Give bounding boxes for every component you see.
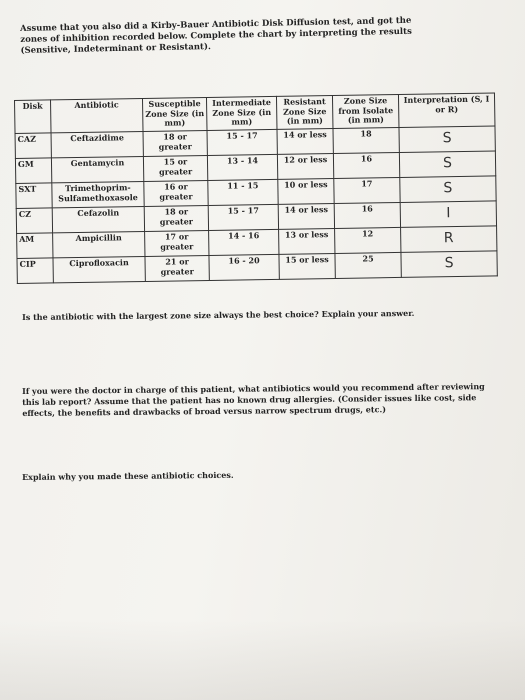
header-antibiotic: Antibiotic xyxy=(51,98,144,132)
cell-intermediate: 15 - 17 xyxy=(208,204,278,230)
cell-disk: GM xyxy=(15,158,51,184)
cell-susceptible: 21 or greater xyxy=(145,255,209,281)
cell-antibiotic: Trimethoprim-Sulfamethoxasole xyxy=(52,181,144,207)
cell-isolate: 12 xyxy=(335,227,401,253)
cell-isolate: 18 xyxy=(333,127,399,153)
cell-disk: CAZ xyxy=(15,133,51,159)
cell-intermediate: 15 - 17 xyxy=(207,129,277,155)
handwritten-interpretation[interactable]: S xyxy=(400,176,496,203)
cell-susceptible: 15 or greater xyxy=(143,155,207,181)
handwritten-interpretation[interactable]: S xyxy=(401,251,497,278)
cell-susceptible: 16 or greater xyxy=(144,180,208,206)
question-3: Explain why you made these antibiotic choices. xyxy=(22,469,234,482)
cell-antibiotic: Gentamycin xyxy=(51,156,143,182)
cell-disk: AM xyxy=(17,233,53,259)
cell-antibiotic: Ceftazidime xyxy=(51,131,143,157)
cell-intermediate: 13 - 14 xyxy=(207,154,277,180)
cell-disk: CZ xyxy=(16,208,52,234)
cell-susceptible: 17 or greater xyxy=(145,230,209,256)
cell-disk: SXT xyxy=(16,183,52,209)
header-isolate: Zone Size from Isolate (in mm) xyxy=(332,94,399,128)
header-resistant: Resistant Zone Size (in mm) xyxy=(276,95,333,129)
handwritten-interpretation[interactable]: S xyxy=(399,126,495,153)
header-disk: Disk xyxy=(15,100,52,134)
cell-isolate: 16 xyxy=(334,202,400,228)
cell-disk: CIP xyxy=(17,258,53,284)
header-susceptible: Susceptible Zone Size (in mm) xyxy=(142,97,207,131)
cell-susceptible: 18 or greater xyxy=(143,130,207,156)
results-table xyxy=(14,92,498,284)
question-1: Is the antibiotic with the largest zone size always the best choice? Explain your answer. xyxy=(22,307,415,322)
handwritten-interpretation[interactable]: R xyxy=(401,226,497,253)
cell-resistant: 14 or less xyxy=(278,203,334,229)
cell-susceptible: 18 or greater xyxy=(144,205,208,231)
question-2: If you were the doctor in charge of this patient, what antibiotics would you recommend after reviewing this lab report? Assume that the patient has no known drug allergies. (Consider issues like cost, side effects, the benefits and drawbacks of broad versus narrow spectrum drugs, etc.) xyxy=(22,381,485,418)
header-intermediate: Intermediate Zone Size (in mm) xyxy=(206,96,277,130)
cell-antibiotic: Ampicillin xyxy=(53,231,145,257)
cell-isolate: 25 xyxy=(335,252,401,278)
instructions-text: Assume that you also did a Kirby-Bauer Antibiotic Disk Diffusion test, and got the zones of inhibition recorded below. Complete the chart by interpreting the results (Sensitive, Indeterminant or Resistant). xyxy=(20,15,412,56)
cell-resistant: 14 or less xyxy=(277,128,333,154)
cell-intermediate: 11 - 15 xyxy=(208,179,278,205)
cell-resistant: 12 or less xyxy=(277,153,333,179)
header-interpretation: Interpretation (S, I or R) xyxy=(398,93,495,128)
cell-antibiotic: Ciprofloxacin xyxy=(53,256,145,282)
cell-resistant: 13 or less xyxy=(279,228,335,254)
cell-intermediate: 16 - 20 xyxy=(209,254,279,280)
cell-resistant: 10 or less xyxy=(278,178,334,204)
handwritten-interpretation[interactable]: I xyxy=(400,201,496,228)
results-table-wrapper xyxy=(14,92,497,284)
handwritten-interpretation[interactable]: S xyxy=(399,151,495,178)
cell-isolate: 17 xyxy=(334,177,400,203)
cell-antibiotic: Cefazolin xyxy=(52,206,144,232)
cell-resistant: 15 or less xyxy=(279,253,335,279)
cell-intermediate: 14 - 16 xyxy=(209,229,279,255)
cell-isolate: 16 xyxy=(333,152,399,178)
